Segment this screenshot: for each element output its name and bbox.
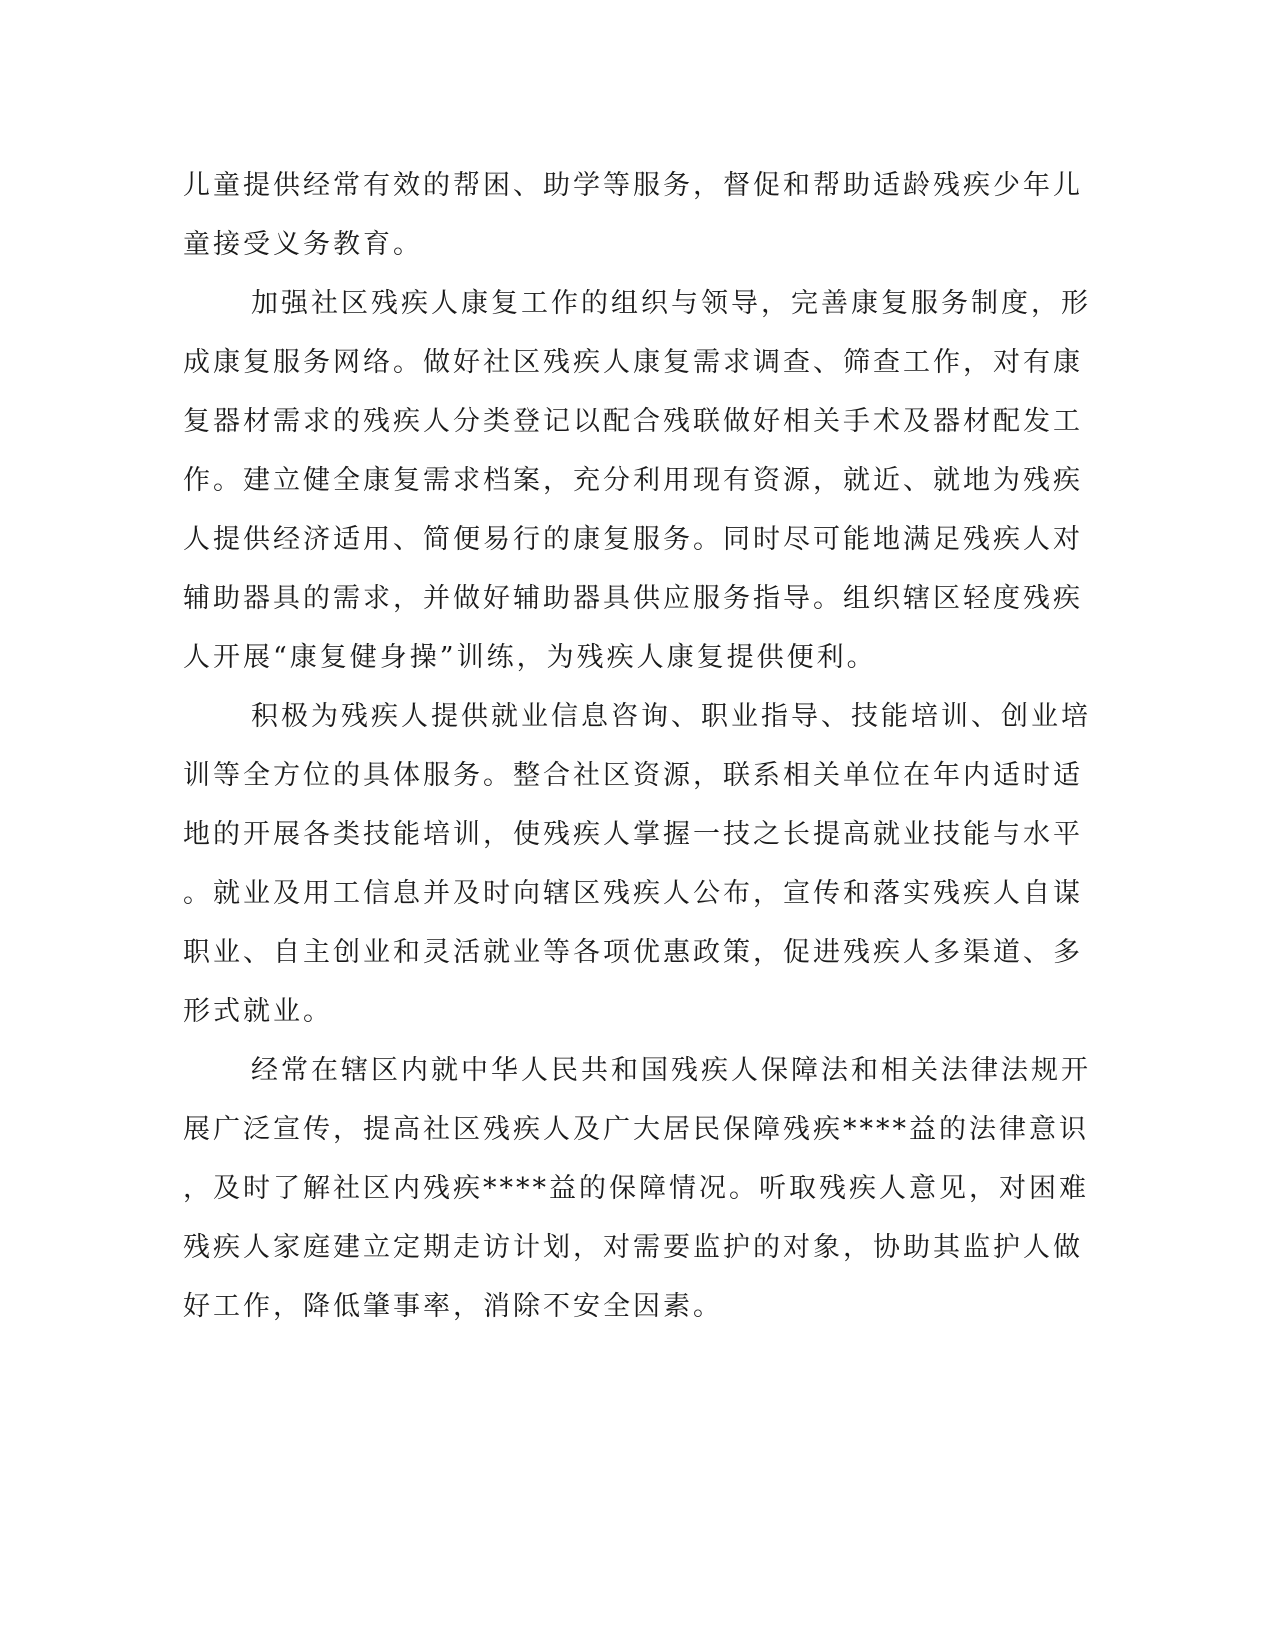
paragraph-first-line: 积极为残疾人提供就业信息咨询、职业指导、技能培训、创业培 [251,701,1091,732]
text-line: 形式就业。 [183,996,333,1027]
text-line: 童接受义务教育。 [183,229,423,260]
text-line: 残疾人家庭建立定期走访计划，对需要监护的对象，协助其监护人做 [183,1232,1083,1263]
text-line: ，及时了解社区内残疾****益的保障情况。听取残疾人意见，对困难 [183,1173,1089,1204]
text-line: 职业、自主创业和灵活就业等各项优惠政策，促进残疾人多渠道、多 [183,937,1083,968]
paragraph-first-line: 经常在辖区内就中华人民共和国残疾人保障法和相关法律法规开 [251,1055,1091,1086]
document-body [183,156,1091,1336]
text-line: 人提供经济适用、简便易行的康复服务。同时尽可能地满足残疾人对 [183,524,1083,555]
text-line: 复器材需求的残疾人分类登记以配合残联做好相关手术及器材配发工 [183,406,1083,437]
text-line: 训等全方位的具体服务。整合社区资源，联系相关单位在年内适时适 [183,760,1083,791]
text-line: 展广泛宣传，提高社区残疾人及广大居民保障残疾****益的法律意识 [183,1114,1089,1145]
text-line: 儿童提供经常有效的帮困、助学等服务，督促和帮助适龄残疾少年儿 [183,170,1083,201]
paragraph-first-line: 加强社区残疾人康复工作的组织与领导，完善康复服务制度，形 [251,288,1091,319]
text-line: 地的开展各类技能培训，使残疾人掌握一技之长提高就业技能与水平 [183,819,1083,850]
text-line: 。就业及用工信息并及时向辖区残疾人公布，宣传和落实残疾人自谋 [183,878,1083,909]
text-line: 辅助器具的需求，并做好辅助器具供应服务指导。组织辖区轻度残疾 [183,583,1083,614]
text-line: 成康复服务网络。做好社区残疾人康复需求调查、筛查工作，对有康 [183,347,1083,378]
text-line: 作。建立健全康复需求档案，充分利用现有资源，就近、就地为残疾 [183,465,1083,496]
text-line: 好工作，降低肇事率，消除不安全因素。 [183,1291,723,1322]
text-line: 人开展“康复健身操”训练，为残疾人康复提供便利。 [183,642,877,673]
